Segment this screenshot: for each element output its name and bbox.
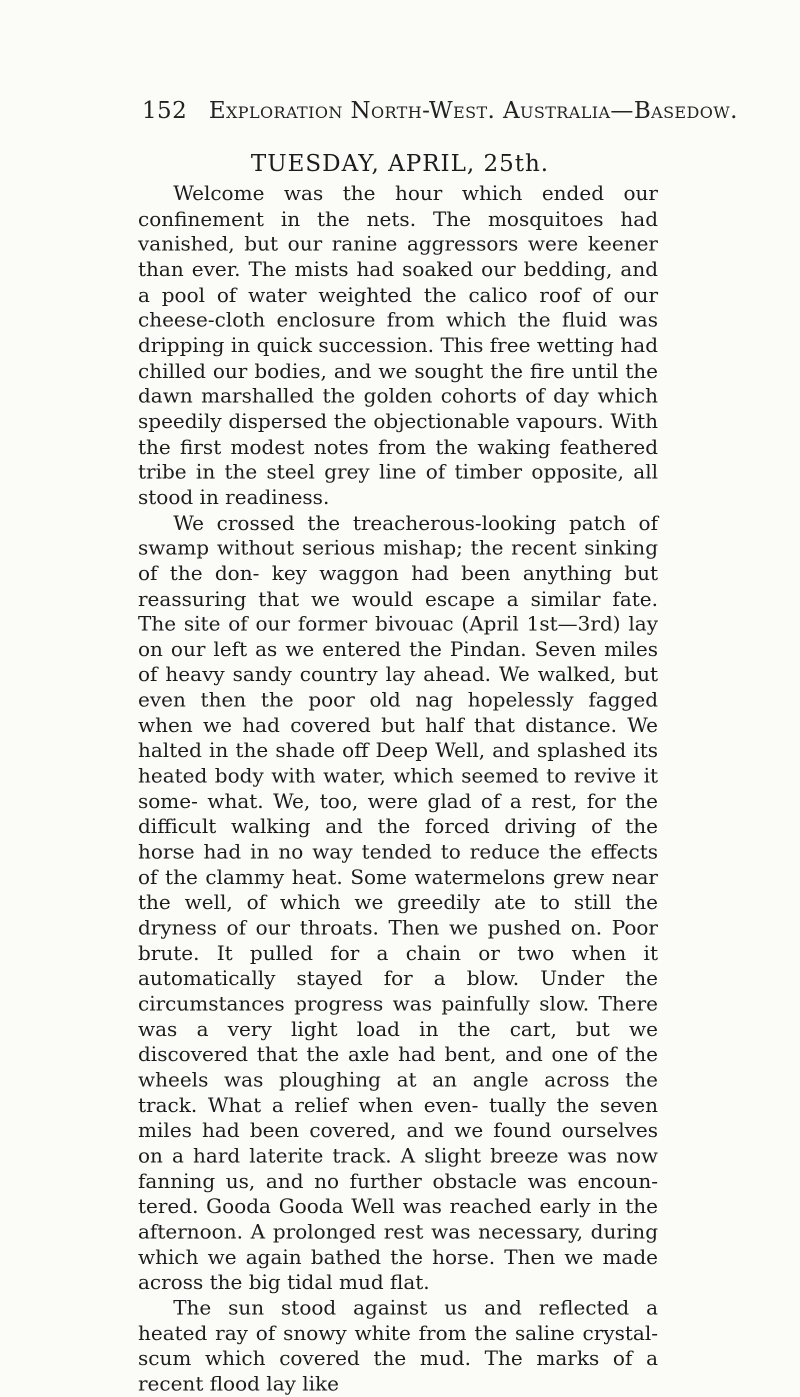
body-text bbox=[138, 181, 658, 1397]
running-head bbox=[142, 98, 782, 124]
paragraph: We crossed the treacherous-looking patch of swamp without serious mishap; the recent sinking of the don- key waggon had been anything but reassuring that we would escape a similar fate. The site of our former bivouac (April 1st—3rd) lay on our left as we entered the Pindan. Seven miles of heavy sandy country lay ahead. We walked, but even then the poor old nag hopelessly fagged when we had covered but half that distance. We halted in the shade off Deep Well, and splashed its heated body with water, which seemed to revive it some- what. We, too, were glad of a rest, for the difficult walking and the forced driving of the horse had in no way tended to reduce the effects of the clammy heat. Some watermelons grew near the well, of which we greedily ate to still the dryness of our throats. Then we pushed on. Poor brute. It pulled for a chain or two when it automatically stayed for a blow. Under the circumstances progress was painfully slow. There was a very light load in the cart, but we discovered that the axle had bent, and one of the wheels was ploughing at an angle across the track. What a relief when even- tually the seven miles had been covered, and we found ourselves on a hard laterite track. A slight breeze was now fanning us, and no further obstacle was encoun- tered. Gooda Gooda Well was reached early in the afternoon. A prolonged rest was necessary, during which we again bathed the horse. Then we made across the big tidal mud flat. bbox=[138, 511, 658, 1294]
paragraph: The sun stood against us and reflected a heated ray of snowy white from the saline crystal-scum which covered the mud. The marks of a recent flood lay like bbox=[138, 1296, 658, 1396]
section-title: TUESDAY, APRIL, 25th. bbox=[250, 151, 550, 177]
running-title: Exploration North-West. Australia—Basedow. bbox=[208, 98, 738, 124]
page-number: 152 bbox=[142, 98, 188, 124]
paragraph: Welcome was the hour which ended our confinement in the nets. The mosquitoes had vanished, but our ranine aggressors were keener than ever. The mists had soaked our bedding, and a pool of water weighted the calico roof of our cheese-cloth enclosure from which the fluid was dripping in quick succession. This free wetting had chilled our bodies, and we sought the fire until the dawn marshalled the golden cohorts of day which speedily dispersed the objectionable vapours. With the first modest notes from the waking feathered tribe in the steel grey line of timber opposite, all stood in readiness. bbox=[138, 181, 658, 509]
